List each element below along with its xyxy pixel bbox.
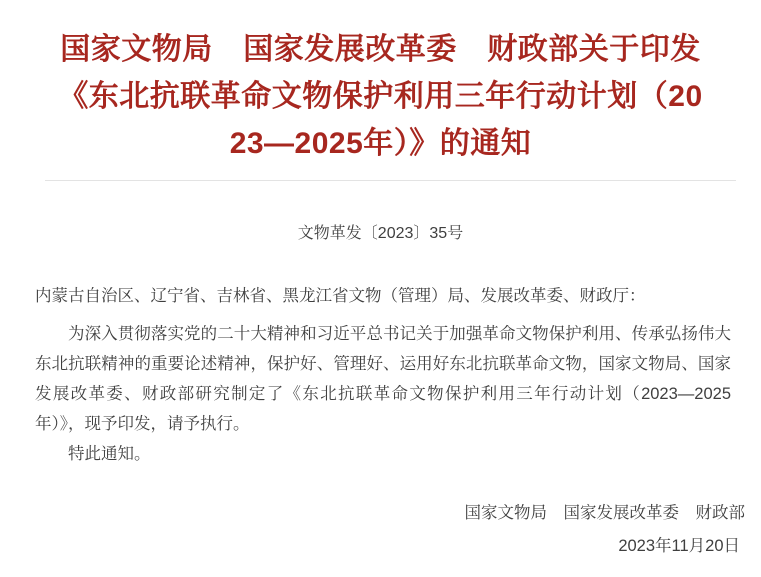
- document-title-line-2: 《东北抗联革命文物保护利用三年行动计划（20: [58, 80, 703, 113]
- signature-date: 2023年11月20日: [618, 537, 740, 555]
- title-divider: [45, 180, 736, 181]
- signature-agencies: 国家文物局 国家发展改革委 财政部: [464, 504, 745, 522]
- document-title: [38, 26, 723, 167]
- signature-block: [465, 498, 746, 561]
- document-number: 文物革发〔2023〕35号: [297, 225, 464, 242]
- document-title-line-1: 国家文物局 国家发展改革委 财政部关于印发: [60, 33, 701, 66]
- document-body: [35, 281, 731, 469]
- salutation-line: 内蒙古自治区、辽宁省、吉林省、黑龙江省文物（管理）局、发展改革委、财政厅：: [35, 287, 646, 305]
- body-paragraph: 为深入贯彻落实党的二十大精神和习近平总书记关于加强革命文物保护利用、传承弘扬伟大东北抗联精神的重要论述精神，保护好、管理好、运用好东北抗联革命文物，国家文物局、国家发展改革委、财政部研究制定了《东北抗联革命文物保护利用三年行动计划（2023—2025年）》，现予印发，请予执行。: [35, 325, 731, 433]
- notice-line: 特此通知。: [68, 445, 151, 463]
- document-title-line-3: 23—2025年）》的通知: [229, 127, 532, 160]
